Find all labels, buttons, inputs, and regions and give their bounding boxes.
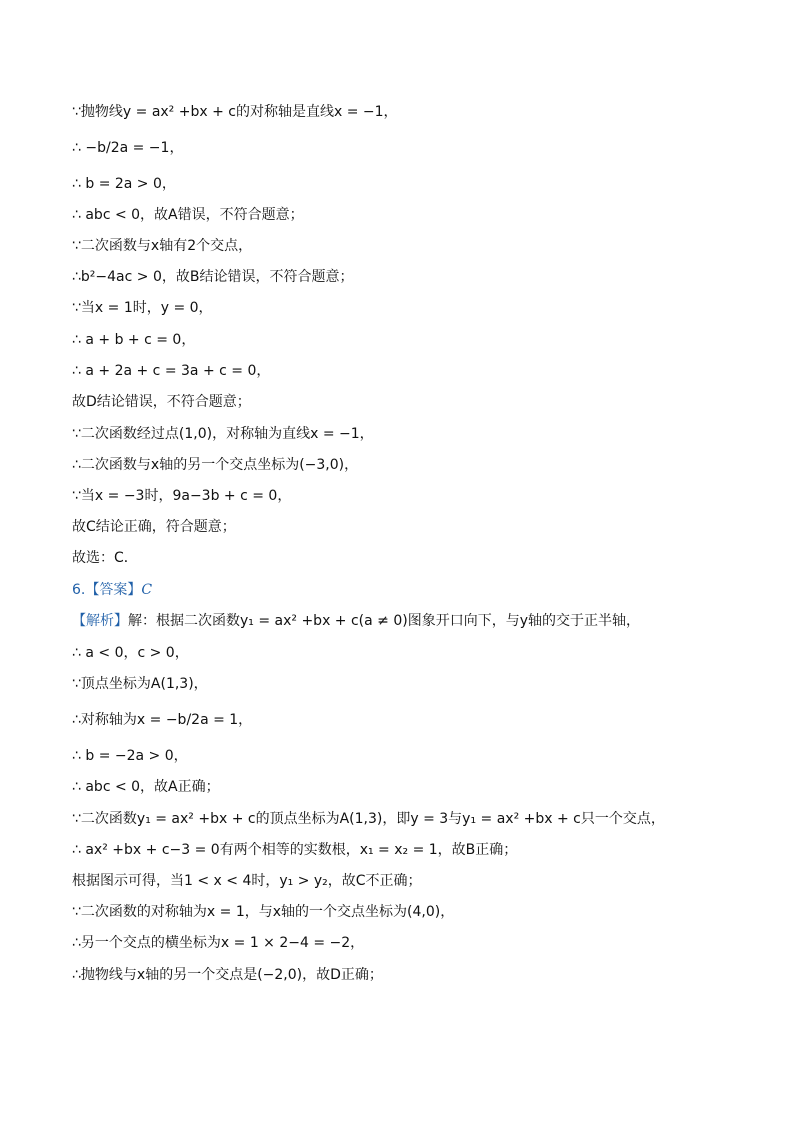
question-number: 6. [72, 582, 86, 598]
solution-line: ∴另一个交点的横坐标为x = 1 × 2−4 = −2， [72, 935, 365, 951]
analysis-tag: 【解析】 [72, 613, 128, 629]
solution-line: 故C结论正确，符合题意； [72, 519, 236, 535]
solution-line: ∴ b = 2a > 0， [72, 176, 176, 192]
solution-line: ∴ b = −2a > 0， [72, 748, 188, 764]
solution-line: 故选：C． [72, 550, 138, 566]
solution-line: ∵当x = 1时，y = 0， [72, 300, 213, 316]
solution-line: ∵顶点坐标为A(1,3)， [72, 676, 208, 692]
solution-line: ∴ a + b + c = 0， [72, 332, 196, 348]
solution-line: ∴抛物线与x轴的另一个交点是(−2,0)，故D正确； [72, 967, 383, 983]
answer-tag: 【答案】 [85, 582, 142, 598]
solution-line: ∵二次函数的对称轴为x = 1，与x轴的一个交点坐标为(4,0)， [72, 904, 455, 920]
solution-line: ∵二次函数y₁ = ax² +bx + c的顶点坐标为A(1,3)，即y = 3与y₁ = ax² +bx + c只一个交点， [72, 811, 665, 827]
solution-line: ∵抛物线y = ax² +bx + c的对称轴是直线x = −1， [72, 104, 398, 120]
solution-line: ∴ abc < 0，故A正确； [72, 779, 220, 795]
question-6-answer [72, 580, 152, 600]
solution-line: ∴ ax² +bx + c−3 = 0有两个相等的实数根，x₁ = x₂ = 1，故B正确； [72, 842, 518, 858]
question-6-analysis [72, 611, 640, 631]
analysis-text: 解：根据二次函数y₁ = ax² +bx + c(a ≠ 0)图象开口向下，与y轴的交于正半轴， [128, 613, 641, 629]
solution-line: 故D结论错误，不符合题意； [72, 394, 251, 410]
solution-line: 根据图示可得，当1 < x < 4时，y₁ > y₂，故C不正确； [72, 873, 422, 889]
solution-line: ∴b²−4ac > 0，故B结论错误，不符合题意； [72, 269, 354, 285]
solution-line: ∴ a < 0，c > 0， [72, 645, 189, 661]
solution-line: ∴对称轴为x = −b/2a = 1， [72, 712, 253, 728]
solution-line: ∴ a + 2a + c = 3a + c = 0， [72, 363, 271, 379]
solution-line: ∵二次函数经过点(1,0)，对称轴为直线x = −1， [72, 426, 374, 442]
solution-line: ∴ −b/2a = −1， [72, 140, 184, 156]
answer-value: C [141, 582, 153, 598]
solution-line: ∴ abc < 0，故A错误，不符合题意； [72, 207, 304, 223]
solution-line: ∵二次函数与x轴有2个交点， [72, 238, 253, 254]
solution-line: ∴二次函数与x轴的另一个交点坐标为(−3,0)， [72, 457, 359, 473]
solution-line: ∵当x = −3时，9a−3b + c = 0， [72, 488, 292, 504]
